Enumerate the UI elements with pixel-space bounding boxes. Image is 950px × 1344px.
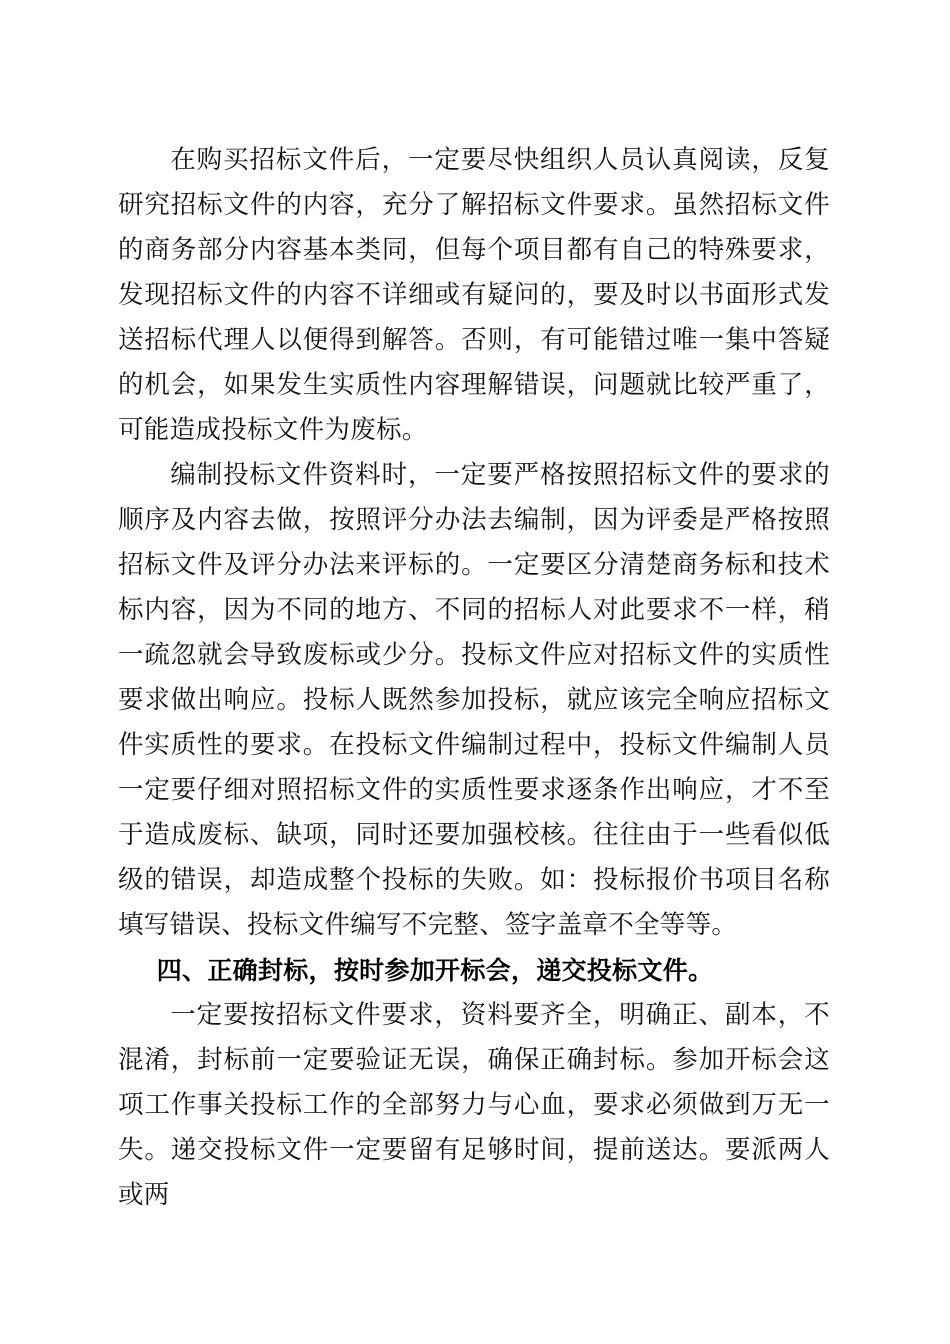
document-body: [118, 138, 830, 1218]
section-heading: 四、正确封标，按时参加开标会，递交投标文件。: [156, 956, 714, 985]
paragraph-preparing-bid-documents: 编制投标文件资料时，一定要严格按照招标文件的要求的顺序及内容去做，按照评分办法去编制，因为评委是严格按照招标文件及评分办法来评标的。一定要区分清楚商务标和技术标内容，因为不同的地方、不同的招标人对此要求不一样，稍一疏忽就会导致废标或少分。投标文件应对招标文件的实质性要求做出响应。投标人既然参加投标，就应该完全响应招标文件实质性的要求。在投标文件编制过程中，投标文件编制人员一定要仔细对照招标文件的实质性要求逐条作出响应，才不至于造成废标、缺项，同时还要加强校核。往往由于一些看似低级的错误，却造成整个投标的失败。如：投标报价书项目名称填写错误、投标文件编写不完整、签字盖章不全等等。: [118, 460, 830, 940]
paragraph-sealing-and-submission: 一定要按招标文件要求，资料要齐全，明确正、副本，不混淆，封标前一定要验证无误，确保正确封标。参加开标会这项工作事关投标工作的全部努力与心血，要求必须做到万无一失。递交投标文件一定要留有足够时间，提前送达。要派两人或两: [118, 1000, 830, 1210]
paragraph-reading-tender-documents: 在购买招标文件后，一定要尽快组织人员认真阅读，反复研究招标文件的内容，充分了解招标文件要求。虽然招标文件的商务部分内容基本类同，但每个项目都有自己的特殊要求，发现招标文件的内容不详细或有疑问的，要及时以书面形式发送招标代理人以便得到解答。否则，有可能错过唯一集中答疑的机会，如果发生实质性内容理解错误，问题就比较严重了，可能造成投标文件为废标。: [118, 145, 830, 445]
